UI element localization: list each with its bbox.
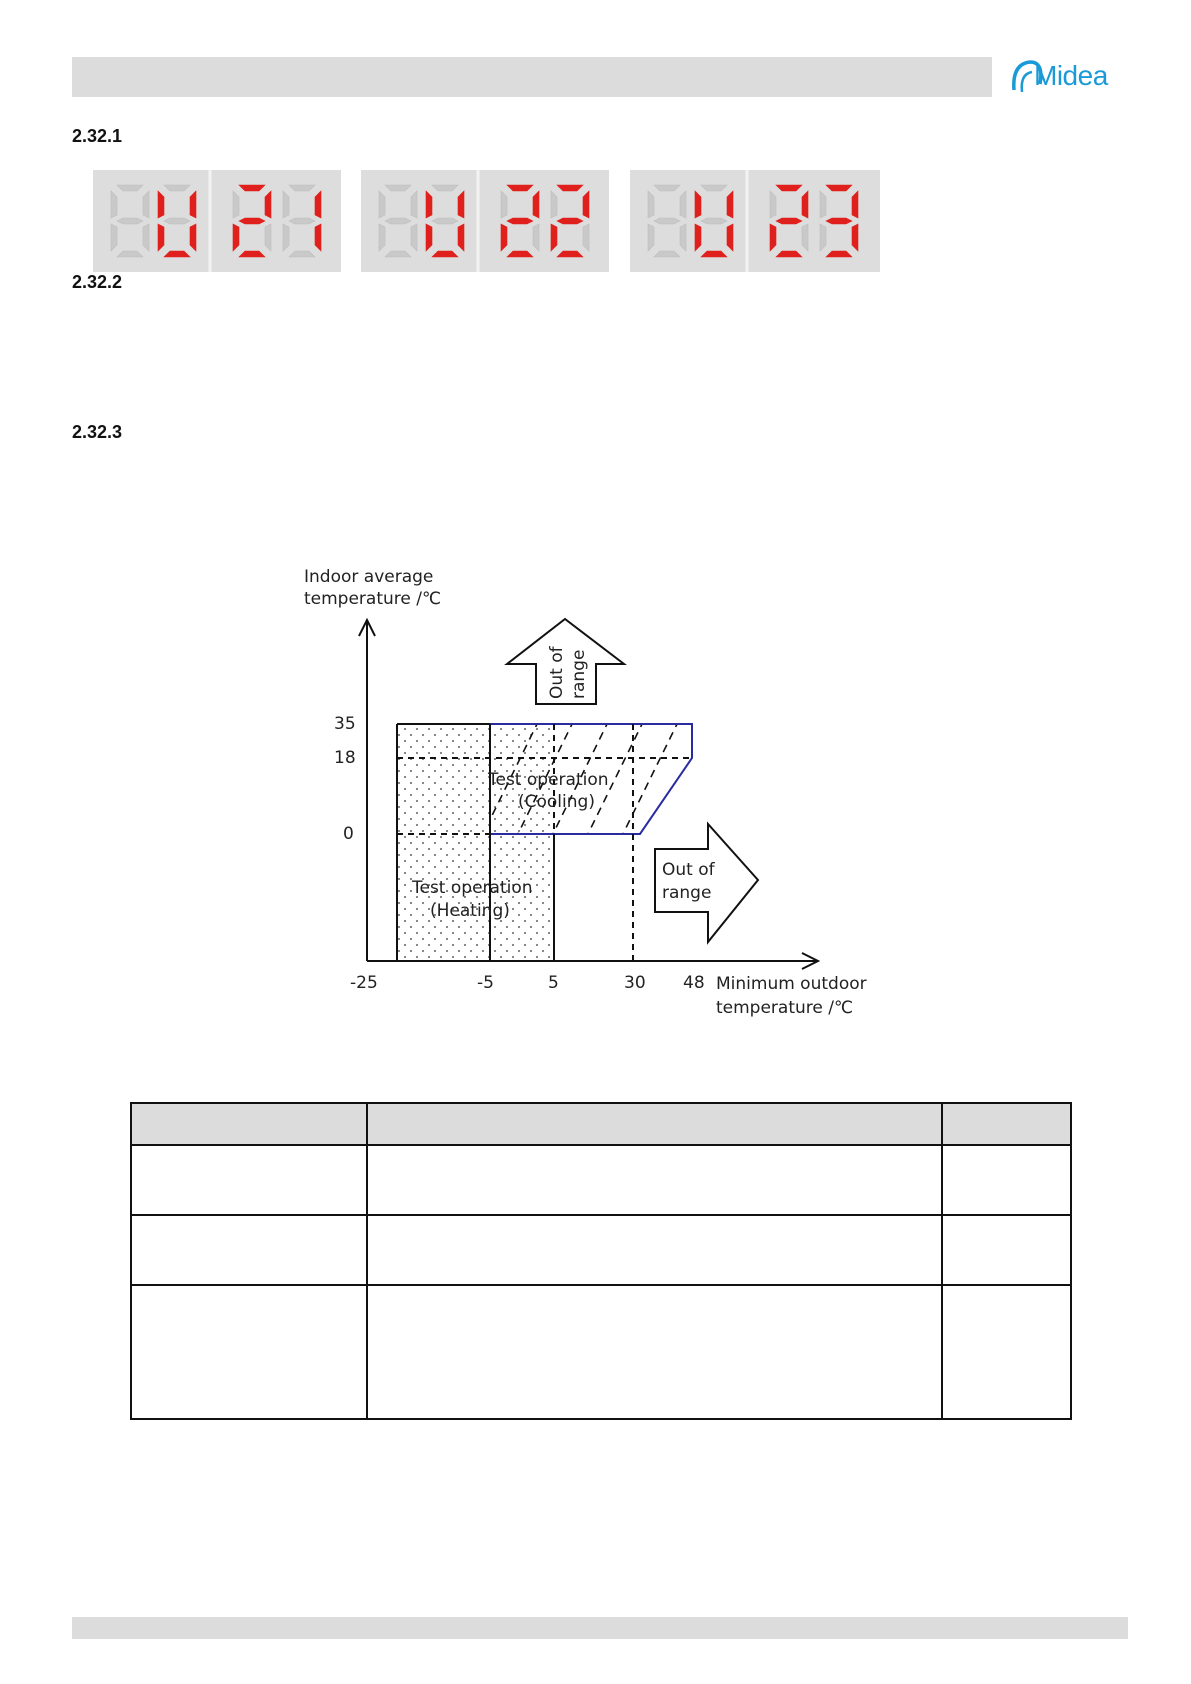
table-header-cell xyxy=(131,1103,367,1145)
display-segment xyxy=(557,185,583,191)
display-segment xyxy=(158,224,164,251)
error-code-display-3 xyxy=(630,170,880,272)
table-header-cell xyxy=(942,1103,1071,1145)
display-segment xyxy=(239,218,265,224)
display-segment xyxy=(190,191,196,218)
display-segment xyxy=(458,191,464,218)
display-segment xyxy=(654,218,680,224)
display-segment xyxy=(289,185,315,191)
table-cell xyxy=(131,1285,367,1419)
display-segment xyxy=(776,251,802,257)
display-segment xyxy=(164,218,190,224)
display-segment xyxy=(315,224,321,251)
out-of-range-up-label: range xyxy=(569,649,589,699)
display-segment xyxy=(533,191,539,218)
display-segment xyxy=(432,185,458,191)
display-segment xyxy=(776,185,802,191)
display-segment xyxy=(501,224,507,251)
table-cell xyxy=(942,1215,1071,1285)
display-segment xyxy=(802,224,808,251)
x-tick-label: -25 xyxy=(350,973,378,993)
display-segment xyxy=(852,191,858,218)
display-segment xyxy=(117,185,143,191)
y-tick-label: 18 xyxy=(334,748,356,768)
display-segment xyxy=(695,191,701,218)
header-bar xyxy=(72,57,992,97)
y-tick-label: 0 xyxy=(343,824,354,844)
x-axis-label: Minimum outdoor xyxy=(716,974,867,994)
x-tick-label: -5 xyxy=(477,973,494,993)
display-segment xyxy=(648,191,654,218)
display-segment xyxy=(820,191,826,218)
display-segment xyxy=(117,218,143,224)
heating-region-label: Test operation xyxy=(412,878,533,898)
table-cell xyxy=(942,1285,1071,1419)
section-number: 2.32.2 xyxy=(72,272,123,292)
display-segment xyxy=(654,251,680,257)
table-header-cell xyxy=(367,1103,943,1145)
display-segment xyxy=(551,224,557,251)
display-segment xyxy=(411,224,417,251)
y-tick-label: 35 xyxy=(334,714,356,734)
out-of-range-right-label: Out of xyxy=(662,860,715,880)
display-segment xyxy=(701,251,727,257)
display-segment xyxy=(727,224,733,251)
display-segment xyxy=(385,185,411,191)
display-segment xyxy=(507,218,533,224)
display-segment xyxy=(826,218,852,224)
display-segment xyxy=(680,191,686,218)
table-cell xyxy=(367,1285,943,1419)
x-tick-label: 5 xyxy=(548,973,559,993)
display-segment xyxy=(265,224,271,251)
display-segment xyxy=(315,191,321,218)
display-segment xyxy=(770,224,776,251)
display-segment xyxy=(265,191,271,218)
display-segment xyxy=(507,185,533,191)
section-number: 2.32.3 xyxy=(72,422,123,442)
condition-table xyxy=(130,1102,1072,1420)
section-number: 2.32.1 xyxy=(72,126,123,146)
heating-region xyxy=(397,724,554,961)
table-header-row xyxy=(131,1103,1071,1145)
display-segment xyxy=(111,191,117,218)
display-segment xyxy=(551,191,557,218)
display-segment xyxy=(533,224,539,251)
display-segment xyxy=(190,224,196,251)
display-segment xyxy=(411,191,417,218)
footer-bar xyxy=(72,1617,1128,1639)
out-of-range-right-label: range xyxy=(662,883,712,903)
display-segment xyxy=(802,191,808,218)
table-row xyxy=(131,1215,1071,1285)
display-segment xyxy=(426,191,432,218)
display-segment xyxy=(164,251,190,257)
display-segment xyxy=(111,224,117,251)
display-segment xyxy=(648,224,654,251)
x-tick-label: 30 xyxy=(624,973,646,993)
display-segment xyxy=(680,224,686,251)
display-segment xyxy=(458,224,464,251)
display-segment xyxy=(654,185,680,191)
brand-name: Midea xyxy=(1034,60,1108,91)
display-segment xyxy=(233,191,239,218)
display-segment xyxy=(557,218,583,224)
display-segment xyxy=(727,191,733,218)
error-code-display-1 xyxy=(93,170,341,272)
table-cell xyxy=(367,1145,943,1215)
display-segment xyxy=(507,251,533,257)
display-segment xyxy=(583,191,589,218)
display-segment xyxy=(143,224,149,251)
display-segment xyxy=(701,185,727,191)
display-segment xyxy=(379,191,385,218)
display-segment xyxy=(695,224,701,251)
display-segment xyxy=(239,251,265,257)
display-segment xyxy=(826,251,852,257)
display-segment xyxy=(289,251,315,257)
display-segment xyxy=(701,218,727,224)
table-row xyxy=(131,1285,1071,1419)
table-cell xyxy=(367,1215,943,1285)
display-segment xyxy=(379,224,385,251)
table-row xyxy=(131,1145,1071,1215)
display-segment xyxy=(770,191,776,218)
heating-region-label: (Heating) xyxy=(430,901,510,921)
display-segment xyxy=(283,224,289,251)
x-axis-label: temperature /℃ xyxy=(716,998,854,1018)
display-segment xyxy=(557,251,583,257)
display-segment xyxy=(583,224,589,251)
display-segment xyxy=(432,218,458,224)
display-segment xyxy=(385,251,411,257)
cooling-region-label: Test operation xyxy=(488,770,609,790)
display-segment xyxy=(158,191,164,218)
table-cell xyxy=(131,1145,367,1215)
display-segment xyxy=(776,218,802,224)
operation-range-diagram xyxy=(300,567,900,1030)
y-axis-label: Indoor average xyxy=(304,567,434,587)
display-segment xyxy=(233,224,239,251)
display-segment xyxy=(852,224,858,251)
display-segment xyxy=(239,185,265,191)
out-of-range-up-label: Out of xyxy=(547,646,567,699)
display-segment xyxy=(501,191,507,218)
display-segment xyxy=(283,191,289,218)
display-segment xyxy=(289,218,315,224)
table-cell xyxy=(942,1145,1071,1215)
display-segment xyxy=(143,191,149,218)
brand-logo xyxy=(1008,54,1126,100)
display-segment xyxy=(117,251,143,257)
table-cell xyxy=(131,1215,367,1285)
display-segment xyxy=(426,224,432,251)
display-segment xyxy=(820,224,826,251)
display-segment xyxy=(164,185,190,191)
x-tick-label: 48 xyxy=(683,973,705,993)
display-segment xyxy=(385,218,411,224)
error-code-display-2 xyxy=(361,170,609,272)
display-segment xyxy=(826,185,852,191)
y-axis-label: temperature /℃ xyxy=(304,589,442,609)
display-segment xyxy=(432,251,458,257)
cooling-region-label: (Cooling) xyxy=(518,792,595,812)
